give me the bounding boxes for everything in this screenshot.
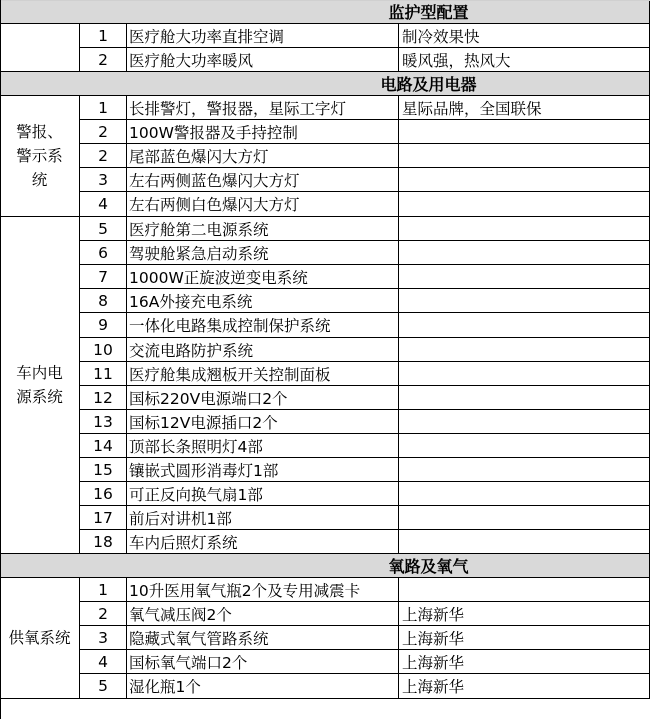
row-number-text: 2: [98, 604, 108, 623]
row-note[interactable]: [399, 602, 650, 626]
row-number-text: 2: [98, 146, 108, 165]
row-note[interactable]: [399, 217, 650, 241]
row-item[interactable]: [127, 313, 399, 338]
row-note[interactable]: [399, 410, 650, 434]
row-item-text: 顶部长条照明灯4部: [129, 437, 263, 456]
row-number[interactable]: [80, 650, 127, 674]
row-item[interactable]: [127, 362, 399, 386]
row-note[interactable]: [399, 96, 650, 120]
row-note[interactable]: [399, 313, 650, 338]
row-number-text: 5: [98, 677, 108, 695]
row-number-text: 11: [93, 364, 113, 383]
row-note-text: 上海新华: [402, 629, 465, 648]
row-note[interactable]: [399, 241, 650, 265]
row-number[interactable]: [80, 24, 127, 48]
row-note[interactable]: [399, 674, 650, 699]
row-note[interactable]: [399, 24, 650, 48]
row-item-text: 国标220V电源端口2个: [129, 389, 288, 408]
row-item[interactable]: [127, 410, 399, 434]
row-number-text: 1: [98, 26, 108, 45]
row-number-text: 8: [98, 291, 108, 310]
row-number[interactable]: [80, 362, 127, 386]
row-item[interactable]: [127, 120, 399, 144]
row-item-text: 医疗舱第二电源系统: [129, 220, 269, 239]
row-item-text: 医疗舱集成翘板开关控制面板: [129, 365, 331, 384]
group-label[interactable]: [0, 24, 80, 72]
group-label-line: 供氧系统: [8, 628, 71, 647]
row-number-text: 4: [98, 195, 108, 213]
row-note-text: 上海新华: [402, 605, 465, 624]
row-note[interactable]: [399, 338, 650, 362]
section-header[interactable]: [0, 554, 650, 578]
row-item[interactable]: [127, 506, 399, 530]
row-number-text: 13: [93, 412, 113, 431]
row-number-text: 5: [98, 219, 108, 238]
row-item-text: 尾部蓝色爆闪大方灯: [129, 147, 269, 166]
row-item[interactable]: [127, 217, 399, 241]
row-item[interactable]: [127, 674, 399, 699]
row-item-text: 国标12V电源插口2个: [129, 413, 278, 432]
row-item[interactable]: [127, 434, 399, 458]
row-note[interactable]: [399, 650, 650, 674]
row-item-text: 湿化瓶1个: [129, 678, 201, 696]
row-note[interactable]: [399, 289, 650, 313]
row-number-text: 3: [98, 628, 108, 647]
row-number-text: 1: [98, 580, 108, 599]
row-note[interactable]: [399, 458, 650, 482]
row-number[interactable]: [80, 96, 127, 120]
row-note-text: 暖风强，热风大: [402, 51, 511, 70]
row-number[interactable]: [80, 338, 127, 362]
section-header-text: 监护型配置: [388, 3, 469, 22]
row-item[interactable]: [127, 338, 399, 362]
row-number[interactable]: [80, 192, 127, 217]
row-item[interactable]: [127, 530, 399, 554]
row-item-text: 前后对讲机1部: [129, 509, 232, 528]
row-number-text: 17: [93, 508, 113, 527]
row-number[interactable]: [80, 602, 127, 626]
row-note[interactable]: [399, 626, 650, 650]
row-note[interactable]: [399, 168, 650, 192]
row-number[interactable]: [80, 313, 127, 338]
row-item-text: 医疗舱大功率暖风: [129, 51, 254, 70]
row-number-text: 16: [93, 484, 113, 503]
row-number-text: 1: [98, 98, 108, 117]
row-item[interactable]: [127, 602, 399, 626]
row-item[interactable]: [127, 458, 399, 482]
section-header[interactable]: [0, 0, 650, 24]
row-number-text: 4: [98, 652, 108, 671]
group-label[interactable]: [0, 217, 80, 554]
group-label[interactable]: [0, 96, 80, 217]
row-note[interactable]: [399, 578, 650, 602]
row-item-text: 氧气减压阀2个: [129, 605, 232, 624]
row-item-text: 左右两侧蓝色爆闪大方灯: [129, 171, 300, 190]
row-note-text: 上海新华: [402, 653, 465, 672]
group-label-line: 警示系: [16, 146, 63, 165]
row-number-text: 10: [93, 340, 113, 359]
row-item-text: 镶嵌式圆形消毒灯1部: [129, 461, 279, 480]
row-number[interactable]: [80, 168, 127, 192]
group-label-line: 车内电: [16, 364, 63, 383]
row-number-text: 14: [93, 436, 113, 455]
row-number[interactable]: [80, 626, 127, 650]
row-item-text: 10升医用氧气瓶2个及专用减震卡: [129, 581, 361, 600]
row-item-text: 可正反向换气扇1部: [129, 485, 263, 504]
row-item[interactable]: [127, 386, 399, 410]
row-item[interactable]: [127, 578, 399, 602]
row-number[interactable]: [80, 674, 127, 699]
row-number[interactable]: [80, 241, 127, 265]
row-item[interactable]: [127, 289, 399, 313]
row-item-text: 左右两侧白色爆闪大方灯: [129, 196, 300, 214]
row-item-text: 隐藏式氧气管路系统: [129, 629, 269, 648]
row-note-text: 星际品牌，全国联保: [402, 99, 542, 118]
row-number[interactable]: [80, 506, 127, 530]
row-item[interactable]: [127, 168, 399, 192]
row-note-text: 制冷效果快: [402, 27, 480, 46]
row-item[interactable]: [127, 650, 399, 674]
sheet-top-gridline: [0, 0, 650, 1]
row-item[interactable]: [127, 626, 399, 650]
group-label-line: 源系统: [16, 388, 63, 407]
row-item[interactable]: [127, 192, 399, 217]
row-item[interactable]: [127, 265, 399, 289]
row-number[interactable]: [80, 482, 127, 506]
row-note[interactable]: [399, 530, 650, 554]
row-number-text: 18: [93, 532, 113, 551]
row-note[interactable]: [399, 362, 650, 386]
row-number[interactable]: [80, 48, 127, 72]
row-item[interactable]: [127, 482, 399, 506]
row-note[interactable]: [399, 482, 650, 506]
group-label-line: 警报、: [16, 122, 63, 141]
row-number-text: 2: [98, 50, 108, 69]
row-item-text: 车内后照灯系统: [129, 533, 238, 552]
row-number[interactable]: [80, 458, 127, 482]
row-number-text: 6: [98, 243, 108, 262]
row-note[interactable]: [399, 144, 650, 168]
sheet-left-border: [0, 0, 1, 719]
row-item-text: 国标氧气端口2个: [129, 653, 248, 672]
row-number-text: 3: [98, 170, 108, 189]
row-number[interactable]: [80, 289, 127, 313]
row-number[interactable]: [80, 434, 127, 458]
row-item[interactable]: [127, 144, 399, 168]
row-item-text: 16A外接充电系统: [129, 292, 253, 311]
group-label-text: [8, 626, 70, 650]
row-note[interactable]: [399, 434, 650, 458]
row-number-text: 15: [93, 460, 113, 479]
section-header-text: 氧路及氧气: [388, 557, 469, 576]
row-item[interactable]: [127, 24, 399, 48]
row-note[interactable]: [399, 386, 650, 410]
row-number[interactable]: [80, 530, 127, 554]
row-item-text: 驾驶舱紧急启动系统: [129, 244, 269, 263]
row-note[interactable]: [399, 48, 650, 72]
row-item-text: 100W警报器及手持控制: [129, 123, 298, 142]
row-number[interactable]: [80, 144, 127, 168]
row-number-text: 12: [93, 388, 113, 407]
group-label-line: 统: [31, 170, 48, 189]
row-item-text: 1000W正旋波逆变电系统: [129, 268, 308, 287]
row-number[interactable]: [80, 578, 127, 602]
row-number[interactable]: [80, 265, 127, 289]
group-label[interactable]: [0, 578, 80, 699]
group-label-text: [16, 361, 63, 409]
row-number-text: 2: [98, 122, 108, 141]
row-number-text: 7: [98, 267, 108, 286]
row-item-text: 一体化电路集成控制保护系统: [129, 317, 331, 335]
row-number[interactable]: [80, 386, 127, 410]
row-item[interactable]: [127, 48, 399, 72]
row-number[interactable]: [80, 120, 127, 144]
group-label-text: [16, 120, 63, 192]
row-item[interactable]: [127, 241, 399, 265]
row-item-text: 交流电路防护系统: [129, 341, 254, 360]
section-header[interactable]: [0, 72, 650, 96]
row-item-text: 长排警灯，警报器，星际工字灯: [129, 99, 347, 118]
row-number-text: 9: [98, 316, 108, 334]
row-note-text: 上海新华: [402, 678, 465, 696]
row-note[interactable]: [399, 192, 650, 217]
row-note[interactable]: [399, 120, 650, 144]
row-note[interactable]: [399, 506, 650, 530]
row-item[interactable]: [127, 96, 399, 120]
row-note[interactable]: [399, 265, 650, 289]
row-number[interactable]: [80, 410, 127, 434]
row-number[interactable]: [80, 217, 127, 241]
row-item-text: 医疗舱大功率直排空调: [129, 27, 285, 46]
section-header-text: 电路及用电器: [380, 75, 477, 94]
